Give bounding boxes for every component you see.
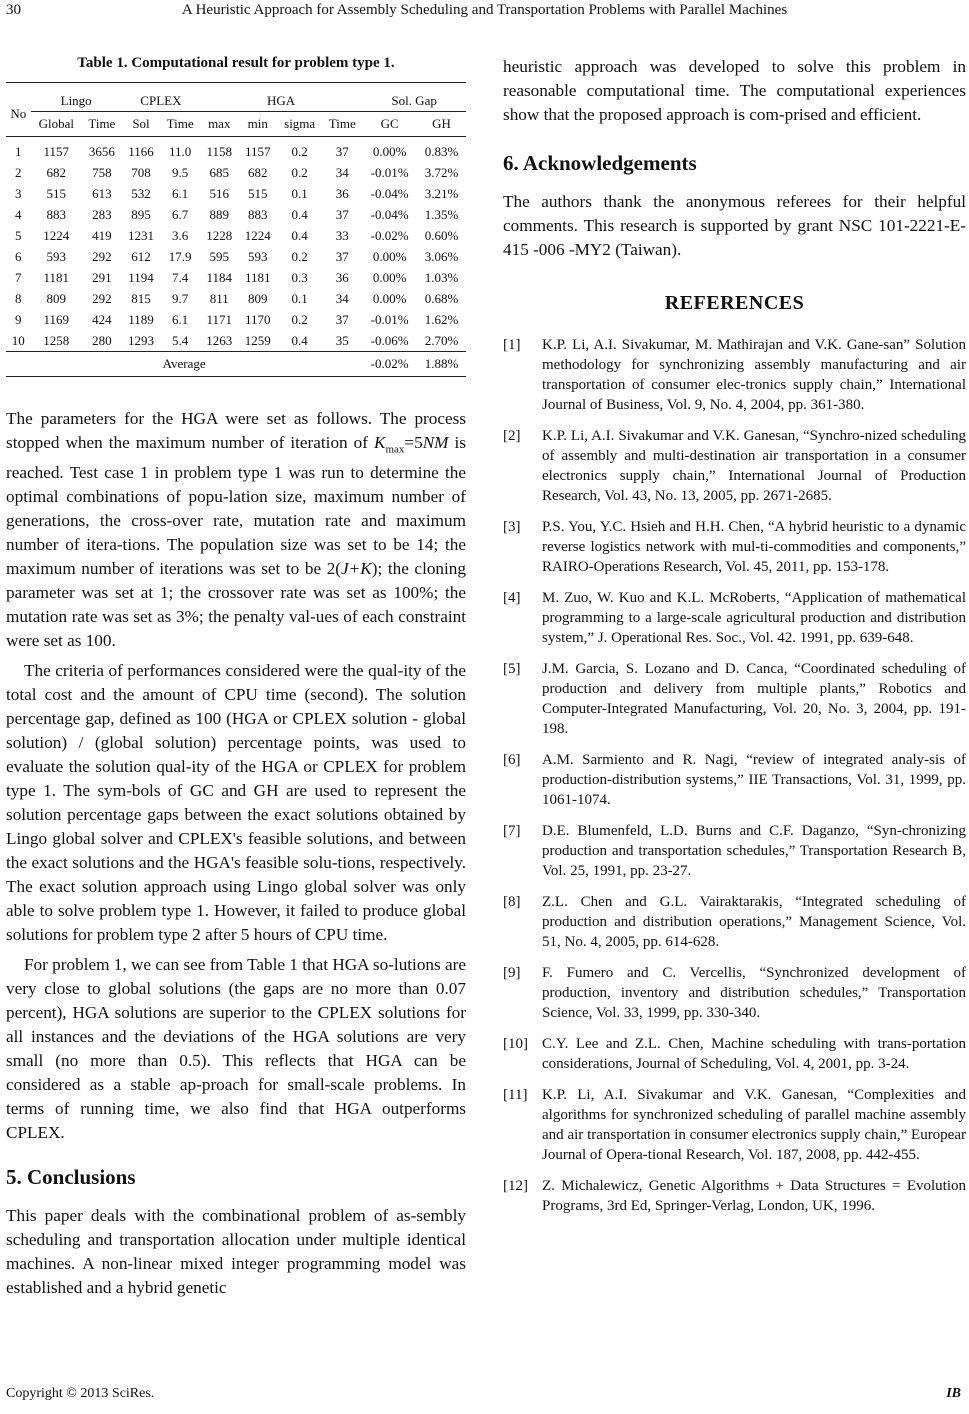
table-cell: 1.62% bbox=[424, 311, 459, 327]
table-cell: 37 bbox=[335, 248, 349, 264]
left-column bbox=[6, 55, 466, 1300]
table-cell: 9.7 bbox=[172, 290, 189, 306]
table-cell: 291 bbox=[92, 269, 112, 285]
col-group-lingo: Lingo bbox=[31, 83, 122, 112]
table-cell: 0.1 bbox=[291, 290, 308, 306]
reference-item bbox=[503, 659, 966, 739]
col-subheader: Sol bbox=[122, 112, 160, 137]
table-row bbox=[6, 137, 466, 163]
table-cell: 1181 bbox=[244, 269, 271, 285]
table-cell: 1.35% bbox=[424, 206, 459, 222]
table-cell: 1166 bbox=[128, 143, 154, 159]
reference-number: [7] bbox=[503, 823, 521, 839]
table-cell: 516 bbox=[209, 185, 230, 201]
table-cell: 4 bbox=[15, 206, 22, 222]
reference-number: [2] bbox=[503, 428, 521, 444]
col-group-cplex: CPLEX bbox=[122, 83, 200, 112]
table-cell: 811 bbox=[209, 290, 229, 306]
table-cell: 0.4 bbox=[291, 227, 308, 243]
table-cell: 685 bbox=[209, 164, 230, 180]
table-cell: 0.83% bbox=[424, 143, 459, 159]
table-cell: 0.1 bbox=[291, 185, 308, 201]
table-cell: 3.6 bbox=[172, 227, 189, 243]
table-cell: 292 bbox=[92, 248, 112, 264]
reference-item bbox=[503, 963, 966, 1023]
reference-item bbox=[503, 426, 966, 506]
table-cell: 1181 bbox=[43, 269, 70, 285]
table-cell: 1263 bbox=[206, 332, 233, 348]
table-header-row bbox=[6, 83, 466, 112]
table-cell: 8 bbox=[15, 290, 22, 306]
table-cell: -0.04% bbox=[370, 206, 409, 222]
reference-text: K.P. Li, A.I. Sivakumar and V.K. Ganesan, “Synchro-nized scheduling of assembly and multi-destination air transportation in a consumer electronics supply chain,” International Journal of Production Research, Vol. 43, No. 13, 2005, pp. 2671-2685. bbox=[542, 428, 966, 504]
table-cell: 3.72% bbox=[424, 164, 459, 180]
table-cell: 809 bbox=[247, 290, 268, 306]
table-cell: 0.3 bbox=[291, 269, 308, 285]
table-cell: 11.0 bbox=[168, 143, 192, 159]
table-cell: 34 bbox=[335, 164, 349, 180]
table-cell: 37 bbox=[335, 143, 349, 159]
reference-text: C.Y. Lee and Z.L. Chen, Machine scheduling with trans-portation considerations, Journal of Scheduling, Vol. 4, 2001, pp. 3-24. bbox=[542, 1036, 966, 1072]
col-subheader: Time bbox=[160, 112, 200, 137]
table-cell: 3.21% bbox=[424, 185, 459, 201]
reference-text: Z.L. Chen and G.L. Vairaktarakis, “Integrated scheduling of production and distribution operations,” Management Science, Vol. 51, No. 4, 2005, pp. 614-628. bbox=[542, 894, 966, 950]
reference-item bbox=[503, 892, 966, 952]
table-cell: -0.01% bbox=[370, 311, 409, 327]
col-subheader: Time bbox=[322, 112, 362, 137]
table-cell: 37 bbox=[335, 206, 349, 222]
table-cell: 0.2 bbox=[291, 164, 308, 180]
paragraph-performance-criteria: The criteria of performances considered were the qual-ity of the total cost and the amount of CPU time (second). The solution percentage gap, defined as 100 (HGA or CPLEX solution - global solution) / (global solution) percentage points, was used to evaluate the solution qual-ity of the HGA or CPLEX for problem type 1. The sym-bols of GC and GH are used to represent the solution percentage gaps between the exact solutions obtained by Lingo global solver and CPLEX's feasible solutions, and between the exact solutions and the HGA's feasible solu-tions, respectively. The exact solution approach using Lingo global solver was only able to solve problem type 1. However, it failed to produce global solutions for problem type 2 after 5 hours of CPU time. bbox=[6, 661, 466, 945]
table-cell: 758 bbox=[92, 164, 112, 180]
table-cell: 1293 bbox=[127, 332, 154, 348]
paragraph-conclusions: This paper deals with the combinational problem of as-sembly scheduling and transportation allocation under multiple identical machines. A non-linear mixed integer programming model was established and a hybrid genetic bbox=[6, 1206, 466, 1298]
table-cell: 9 bbox=[15, 311, 22, 327]
table-cell: 292 bbox=[92, 290, 112, 306]
table-cell: 0.68% bbox=[424, 290, 459, 306]
table-cell: 0.00% bbox=[372, 290, 407, 306]
reference-text: J.M. Garcia, S. Lozano and D. Canca, “Coordinated scheduling of production and delivery from multiple plants,” Robotics and Computer-Integrated Manufacturing, Vol. 20, No. 3, 2004, pp. 191-198. bbox=[542, 661, 966, 737]
table-cell: 2.70% bbox=[424, 332, 459, 348]
copyright-notice: Copyright © 2013 SciRes. bbox=[6, 1386, 155, 1401]
paragraph-acknowledgements: The authors thank the anonymous referees for their helpful comments. This research is supported by grant NSC 101-2221-E-415 -006 -MY2 (Taiwan). bbox=[503, 192, 966, 259]
table-cell: 595 bbox=[209, 248, 230, 264]
table-cell: 33 bbox=[335, 227, 349, 243]
table-cell: -0.04% bbox=[370, 185, 409, 201]
paragraph-conclusions-cont: heuristic approach was developed to solve this problem in reasonable computational time. The computational experiences show that the proposed approach is com-prised and efficient. bbox=[503, 57, 966, 124]
table-cell: 5 bbox=[15, 227, 22, 243]
col-subheader: min bbox=[239, 112, 277, 137]
col-group-hga: HGA bbox=[200, 83, 362, 112]
reference-text: K.P. Li, A.I. Sivakumar and V.K. Ganesan, “Complexities and algorithms for synchronized scheduling of parallel machine assembly and air transportation in consumer electronics supply chain,” Europear Journal of Opera-tional Research, Vol. 187, 2008, pp. 442-455. bbox=[542, 1087, 966, 1163]
table-cell: 1157 bbox=[244, 143, 271, 159]
table-cell: 280 bbox=[92, 332, 112, 348]
table-row bbox=[6, 183, 466, 204]
table-cell: 613 bbox=[92, 185, 112, 201]
reference-item bbox=[503, 1176, 966, 1216]
reference-number: [1] bbox=[503, 337, 521, 353]
table-row bbox=[6, 288, 466, 309]
col-subheader: Time bbox=[82, 112, 122, 137]
results-table bbox=[6, 82, 466, 377]
reference-number: [5] bbox=[503, 661, 521, 677]
table-cell: 1 bbox=[15, 143, 22, 159]
reference-item bbox=[503, 821, 966, 881]
table-cell: 34 bbox=[335, 290, 349, 306]
table-cell: 0.00% bbox=[372, 269, 407, 285]
table-average-row bbox=[6, 352, 466, 377]
reference-item bbox=[503, 1085, 966, 1165]
table-cell: 682 bbox=[46, 164, 66, 180]
reference-item bbox=[503, 750, 966, 810]
reference-text: A.M. Sarmiento and R. Nagi, “review of integrated analy-sis of production-distribution systems,” IIE Transactions, Vol. 31, 1999, pp. 1061-1074. bbox=[542, 752, 966, 808]
table-cell: 7.4 bbox=[172, 269, 189, 285]
reference-item bbox=[503, 335, 966, 415]
table-cell: 532 bbox=[131, 185, 151, 201]
table-cell: 0.2 bbox=[291, 143, 308, 159]
table-cell: 7 bbox=[15, 269, 22, 285]
table-cell: 612 bbox=[131, 248, 151, 264]
table-cell: 2 bbox=[15, 164, 22, 180]
table-cell: 1194 bbox=[128, 269, 154, 285]
table-cell: 1157 bbox=[43, 143, 70, 159]
table-cell: 1224 bbox=[244, 227, 271, 243]
table-cell: 17.9 bbox=[168, 248, 192, 264]
col-header-no: No bbox=[6, 83, 31, 137]
section-title-acknowledgements: 6. Acknowledgements bbox=[503, 151, 697, 175]
table-cell: 9.5 bbox=[172, 164, 189, 180]
table-cell: 0.2 bbox=[291, 311, 308, 327]
running-header bbox=[0, 0, 969, 24]
section-title-conclusions: 5. Conclusions bbox=[6, 1165, 136, 1190]
table-cell: 895 bbox=[131, 206, 151, 222]
reference-text: K.P. Li, A.I. Sivakumar, M. Mathirajan and V.K. Gane-san” Solution methodology for synchronizing assembly manufacturing and air transportation of consumer elec-tronics supply chain,” International Journal of Business, Vol. 9, No. 4, 2004, pp. 361-380. bbox=[542, 337, 966, 413]
reference-text: P.S. You, Y.C. Hsieh and H.H. Chen, “A hybrid heuristic to a dynamic reverse logistics network with mul-ti-commodities and components,” RAIRO-Operations Research, Vol. 45, 2011, pp. 153-178. bbox=[542, 519, 966, 575]
reference-number: [4] bbox=[503, 590, 521, 606]
table-row bbox=[6, 162, 466, 183]
table-cell: 889 bbox=[209, 206, 230, 222]
reference-number: [12] bbox=[503, 1178, 528, 1194]
table-cell: 36 bbox=[335, 269, 349, 285]
table-cell: 1189 bbox=[128, 311, 154, 327]
reference-number: [11] bbox=[503, 1087, 528, 1103]
table-cell: 883 bbox=[46, 206, 66, 222]
table-cell: 0.00% bbox=[372, 143, 407, 159]
table-cell: 883 bbox=[247, 206, 268, 222]
reference-list bbox=[503, 335, 966, 1216]
table-cell: 0.00% bbox=[372, 248, 407, 264]
table-row bbox=[6, 267, 466, 288]
table-cell: 1224 bbox=[43, 227, 70, 243]
table-cell: 1259 bbox=[244, 332, 271, 348]
reference-number: [3] bbox=[503, 519, 521, 535]
paragraph-hga-parameters: The parameters for the HGA were set as follows. The process stopped when the maximum number of iteration of $K_{max}=5NM$ is reached. Test case 1 in problem type 1 was run to determine the optimal combinations of popu-lation size, maximum number of generations, the cross-over rate, mutation rate and maximum number of itera-tions. The population size was set to be 14; the maximum number of iterations was set to be 2(J+K); the cloning parameter was set at 1; the crossover rate was set as 100%; the mutation rate was set as 3%; the penalty val-ues of each constraint were set as 100. bbox=[6, 409, 466, 651]
references-title: REFERENCES bbox=[664, 292, 805, 314]
table-cell: 1169 bbox=[43, 311, 70, 327]
right-column bbox=[503, 55, 966, 1227]
table-cell: 6.1 bbox=[172, 185, 189, 201]
reference-text: M. Zuo, W. Kuo and K.L. McRoberts, “Application of mathematical programming to a large-scale agricultural production and distribution system,” J. Operational Res. Soc., Vol. 42. 1991, pp. 639-648. bbox=[542, 590, 966, 646]
table-caption: Table 1. Computational result for problem type 1. bbox=[77, 55, 395, 71]
reference-item bbox=[503, 1034, 966, 1074]
table-cell: 515 bbox=[247, 185, 268, 201]
table-cell: 10 bbox=[11, 332, 25, 348]
table-cell: 283 bbox=[92, 206, 112, 222]
table-cell: 1228 bbox=[206, 227, 233, 243]
table-cell: 0.4 bbox=[291, 332, 308, 348]
table-cell: 0.4 bbox=[291, 206, 308, 222]
table-cell: 682 bbox=[247, 164, 268, 180]
col-subheader: GC bbox=[362, 112, 417, 137]
table-row bbox=[6, 246, 466, 267]
col-subheader: max bbox=[200, 112, 238, 137]
reference-number: [10] bbox=[503, 1036, 528, 1052]
reference-number: [9] bbox=[503, 965, 521, 981]
col-group-sol-gap: Sol. Gap bbox=[362, 83, 466, 112]
col-subheader: GH bbox=[417, 112, 466, 137]
table-cell: 1184 bbox=[206, 269, 233, 285]
reference-text: Z. Michalewicz, Genetic Algorithms + Data Structures = Evolution Programs, 3rd Ed, Springer-Verlag, London, UK, 1996. bbox=[542, 1178, 966, 1214]
table-cell: 815 bbox=[131, 290, 151, 306]
table-cell: 36 bbox=[335, 185, 349, 201]
table-cell: 3656 bbox=[88, 143, 115, 159]
table-cell: 1171 bbox=[206, 311, 233, 327]
table-cell: 1231 bbox=[127, 227, 154, 243]
table-cell: 37 bbox=[335, 311, 349, 327]
table-cell: 809 bbox=[46, 290, 66, 306]
reference-text: F. Fumero and C. Vercellis, “Synchronized development of production, inventory and distribution schedules,” Transportation Science, Vol. 33, 1999, pp. 330-340. bbox=[542, 965, 966, 1021]
reference-number: [6] bbox=[503, 752, 521, 768]
table-row bbox=[6, 204, 466, 225]
table-cell: 1258 bbox=[43, 332, 70, 348]
table-cell: 6 bbox=[15, 248, 22, 264]
table-row bbox=[6, 330, 466, 352]
average-gc: -0.02% bbox=[362, 352, 417, 377]
table-cell: 515 bbox=[46, 185, 66, 201]
average-gh: 1.88% bbox=[417, 352, 466, 377]
table-row bbox=[6, 309, 466, 330]
col-subheader: sigma bbox=[277, 112, 322, 137]
table-subheader-row bbox=[6, 112, 466, 137]
reference-number: [8] bbox=[503, 894, 521, 910]
table-cell: 1170 bbox=[244, 311, 271, 327]
table-cell: 5.4 bbox=[172, 332, 189, 348]
table-cell: 6.1 bbox=[172, 311, 189, 327]
table-cell: 593 bbox=[247, 248, 268, 264]
average-label: Average bbox=[6, 352, 362, 377]
table-cell: 3 bbox=[15, 185, 22, 201]
table-cell: -0.02% bbox=[370, 227, 409, 243]
journal-abbreviation: IB bbox=[946, 1386, 961, 1401]
reference-item bbox=[503, 517, 966, 577]
table-cell: 419 bbox=[92, 227, 112, 243]
table-cell: 35 bbox=[335, 332, 349, 348]
reference-text: D.E. Blumenfeld, L.D. Burns and C.F. Daganzo, “Syn-chronizing production and transportation schedules,” Transportation Research B, Vol. 25, 1991, pp. 23-27. bbox=[542, 823, 966, 879]
table-cell: 3.06% bbox=[424, 248, 459, 264]
table-cell: 1.03% bbox=[424, 269, 459, 285]
reference-item bbox=[503, 588, 966, 648]
table-cell: -0.06% bbox=[370, 332, 409, 348]
running-title: A Heuristic Approach for Assembly Scheduling and Transportation Problems with Parallel Machines bbox=[181, 2, 788, 18]
paragraph-results-discussion: For problem 1, we can see from Table 1 that HGA so-lutions are very close to global solutions (the gaps are no more than 0.07 percent), HGA solutions are superior to the CPLEX solutions for all instances and the deviations of the HGA solutions are very small (no more than 0.5). This reflects that HGA can be considered as a stable ap-proach for small-scale problems. In terms of running time, we also find that HGA outperforms CPLEX. bbox=[6, 955, 466, 1143]
table-cell: 593 bbox=[46, 248, 66, 264]
table-cell: 1158 bbox=[206, 143, 233, 159]
table-row bbox=[6, 225, 466, 246]
table-cell: 6.7 bbox=[172, 206, 189, 222]
table-cell: 0.2 bbox=[291, 248, 308, 264]
table-cell: 424 bbox=[92, 311, 112, 327]
table-cell: 708 bbox=[131, 164, 151, 180]
page-number: 30 bbox=[6, 2, 21, 18]
table-body bbox=[6, 137, 466, 352]
table-cell: -0.01% bbox=[370, 164, 409, 180]
col-subheader: Global bbox=[31, 112, 82, 137]
table-cell: 0.60% bbox=[424, 227, 459, 243]
